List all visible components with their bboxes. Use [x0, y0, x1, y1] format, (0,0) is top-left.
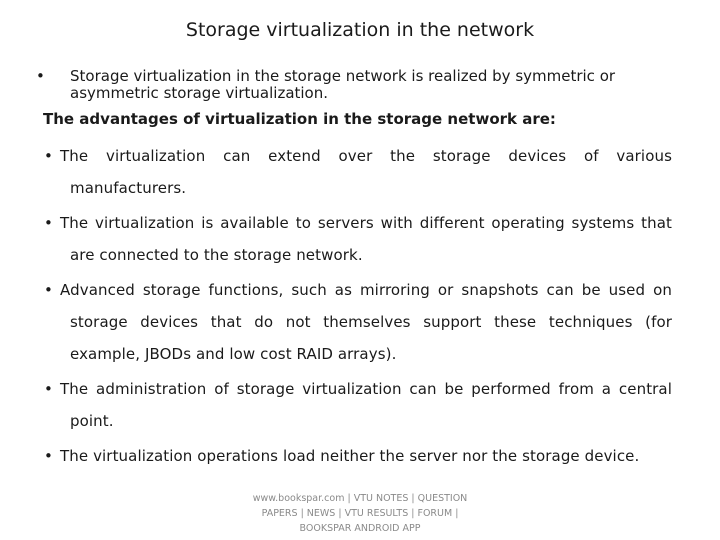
intro-text: Storage virtualization in the storage network is realized by symmetric or asymmetric storage virtualization.	[70, 67, 616, 102]
advantage-text: The virtualization can extend over the storage devices of various manufacturers.	[60, 147, 672, 197]
advantages-heading: The advantages of virtualization in the storage network are:	[43, 110, 556, 128]
advantage-text: The virtualization operations load neither the server nor the storage device.	[60, 447, 640, 465]
intro-bullet	[36, 67, 654, 102]
advantage-item	[44, 274, 672, 370]
advantages-list	[44, 140, 672, 475]
bullet-marker: •	[44, 281, 53, 299]
bullet-marker: •	[44, 380, 53, 398]
bullet-marker: •	[36, 67, 45, 85]
bullet-marker: •	[44, 214, 53, 232]
advantage-text: Advanced storage functions, such as mirroring or snapshots can be used on storage devices that do not themselves support these techniques (for example, JBODs and low cost RAID arrays).	[60, 281, 672, 363]
advantage-item	[44, 207, 672, 271]
advantage-item	[44, 440, 672, 472]
advantage-item	[44, 140, 672, 204]
slide-title: Storage virtualization in the network	[185, 19, 535, 41]
footer-links: www.bookspar.com | VTU NOTES | QUESTION PAPERS | NEWS | VTU RESULTS | FORUM | BOOKSPAR ANDROID APP	[252, 493, 468, 534]
advantage-text: The virtualization is available to servers with different operating systems that are connected to the storage network.	[60, 214, 672, 264]
bullet-marker: •	[44, 147, 53, 165]
advantage-item	[44, 373, 672, 437]
advantage-text: The administration of storage virtualization can be performed from a central point.	[60, 380, 672, 430]
bullet-marker: •	[44, 447, 53, 465]
